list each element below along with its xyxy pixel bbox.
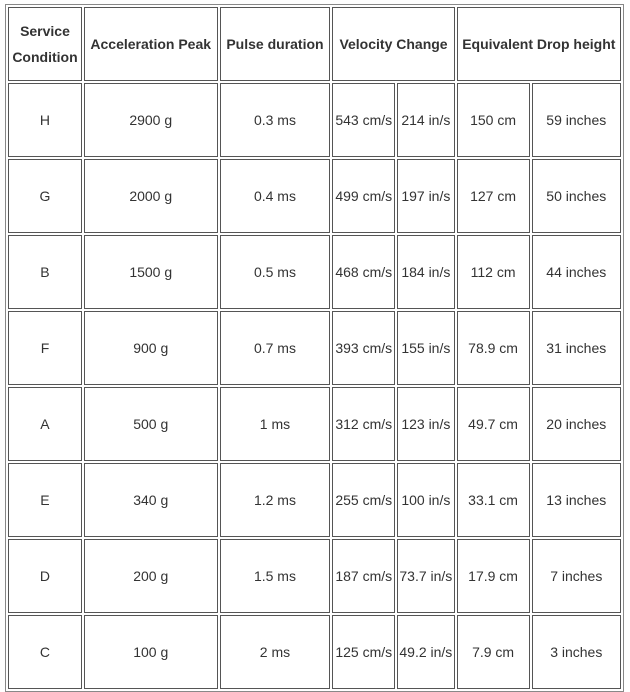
cell-velocity-cm: 187 cm/s [332, 539, 395, 613]
table-row [8, 463, 621, 537]
cell-velocity-in: 214 in/s [397, 83, 455, 157]
cell-acceleration: 1500 g [84, 235, 218, 309]
cell-pulse: 1.5 ms [220, 539, 331, 613]
cell-pulse: 0.5 ms [220, 235, 331, 309]
cell-drop-in: 7 inches [532, 539, 621, 613]
cell-drop-in: 50 inches [532, 159, 621, 233]
cell-drop-in: 44 inches [532, 235, 621, 309]
cell-drop-cm: 17.9 cm [457, 539, 530, 613]
cell-pulse: 1 ms [220, 387, 331, 461]
cell-velocity-in: 197 in/s [397, 159, 455, 233]
cell-drop-in: 31 inches [532, 311, 621, 385]
cell-condition: B [8, 235, 82, 309]
cell-velocity-in: 73.7 in/s [397, 539, 455, 613]
cell-velocity-cm: 255 cm/s [332, 463, 395, 537]
cell-velocity-cm: 499 cm/s [332, 159, 395, 233]
cell-acceleration: 2000 g [84, 159, 218, 233]
cell-drop-cm: 78.9 cm [457, 311, 530, 385]
cell-drop-cm: 7.9 cm [457, 615, 530, 689]
cell-pulse: 1.2 ms [220, 463, 331, 537]
cell-acceleration: 900 g [84, 311, 218, 385]
cell-drop-cm: 112 cm [457, 235, 530, 309]
table-row [8, 235, 621, 309]
table-header [8, 7, 621, 81]
header-acceleration-peak: Acceleration Peak [84, 7, 218, 81]
cell-velocity-in: 184 in/s [397, 235, 455, 309]
cell-velocity-cm: 125 cm/s [332, 615, 395, 689]
header-service-condition: Service Condition [8, 7, 82, 81]
cell-drop-in: 59 inches [532, 83, 621, 157]
cell-pulse: 0.3 ms [220, 83, 331, 157]
cell-velocity-in: 49.2 in/s [397, 615, 455, 689]
table-row [8, 83, 621, 157]
cell-condition: H [8, 83, 82, 157]
cell-pulse: 0.4 ms [220, 159, 331, 233]
shock-test-table [5, 4, 624, 692]
table-row [8, 311, 621, 385]
table-row [8, 159, 621, 233]
cell-drop-cm: 33.1 cm [457, 463, 530, 537]
header-pulse-duration: Pulse duration [220, 7, 331, 81]
cell-velocity-in: 123 in/s [397, 387, 455, 461]
cell-condition: D [8, 539, 82, 613]
cell-pulse: 2 ms [220, 615, 331, 689]
cell-condition: E [8, 463, 82, 537]
cell-acceleration: 200 g [84, 539, 218, 613]
cell-velocity-in: 155 in/s [397, 311, 455, 385]
table-row [8, 615, 621, 689]
cell-velocity-in: 100 in/s [397, 463, 455, 537]
header-equivalent-drop-height: Equivalent Drop height [457, 7, 621, 81]
cell-velocity-cm: 312 cm/s [332, 387, 395, 461]
cell-drop-cm: 150 cm [457, 83, 530, 157]
cell-pulse: 0.7 ms [220, 311, 331, 385]
cell-acceleration: 500 g [84, 387, 218, 461]
cell-drop-in: 3 inches [532, 615, 621, 689]
cell-condition: C [8, 615, 82, 689]
header-row [8, 7, 621, 81]
cell-drop-in: 20 inches [532, 387, 621, 461]
cell-acceleration: 340 g [84, 463, 218, 537]
table-row [8, 387, 621, 461]
cell-drop-cm: 127 cm [457, 159, 530, 233]
cell-condition: G [8, 159, 82, 233]
cell-drop-in: 13 inches [532, 463, 621, 537]
table-body [8, 83, 621, 689]
cell-acceleration: 2900 g [84, 83, 218, 157]
cell-drop-cm: 49.7 cm [457, 387, 530, 461]
cell-acceleration: 100 g [84, 615, 218, 689]
header-velocity-change: Velocity Change [332, 7, 454, 81]
cell-velocity-cm: 468 cm/s [332, 235, 395, 309]
cell-velocity-cm: 393 cm/s [332, 311, 395, 385]
cell-condition: A [8, 387, 82, 461]
cell-condition: F [8, 311, 82, 385]
table-row [8, 539, 621, 613]
cell-velocity-cm: 543 cm/s [332, 83, 395, 157]
